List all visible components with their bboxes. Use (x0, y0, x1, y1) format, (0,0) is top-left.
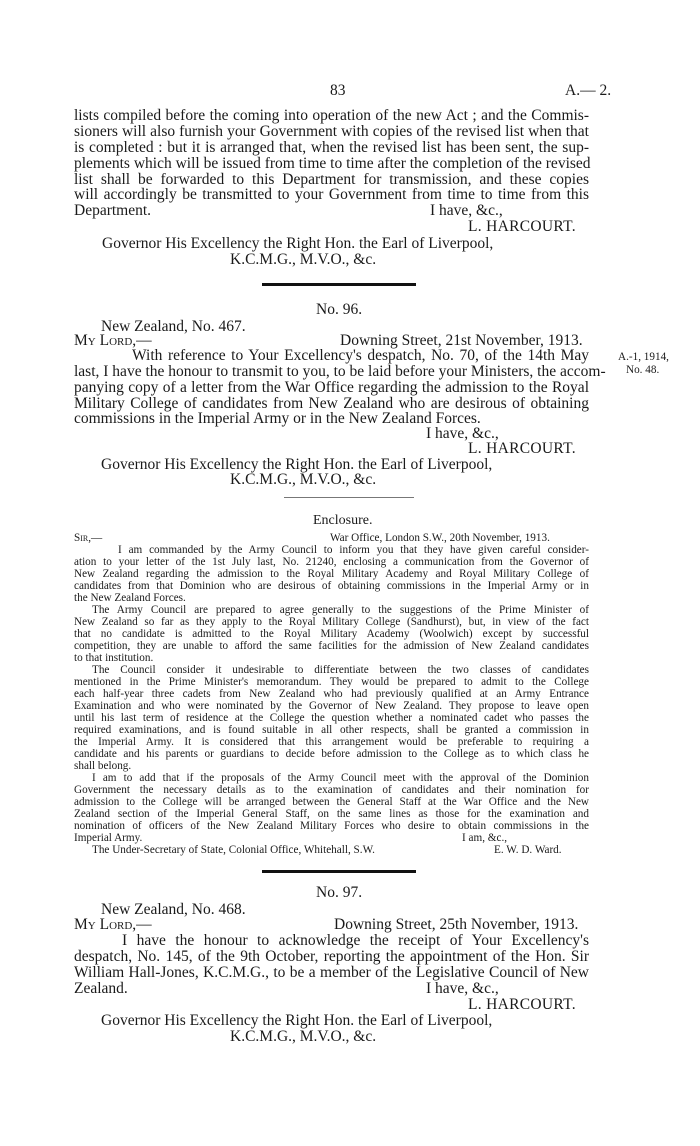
text-line: I am commanded by the Army Council to inform you that they have given careful consider- (118, 544, 589, 556)
text-line: to that institution. (74, 652, 154, 664)
text-line: William Hall-Jones, K.C.M.G., to be a member of the Legislative Council of New (74, 964, 589, 981)
signature: E. W. D. Ward. (494, 844, 562, 856)
addressee-line: Governor His Excellency the Right Hon. the Earl of Liverpool, (101, 1012, 493, 1029)
closing: I have, &c., (426, 425, 499, 442)
text-line: admission to the College will be arranged between the General Staff at the War Office and the New (74, 796, 589, 808)
text-line: The Council consider it undesirable to differentiate between the two classes of candidates (92, 664, 589, 676)
despatch-number: No. 97. (316, 884, 363, 901)
text-line: Zealand. (74, 980, 128, 997)
closing: I am, &c., (462, 832, 508, 844)
place-date: Downing Street, 25th November, 1913. (334, 916, 579, 933)
place-date: Downing Street, 21st November, 1913. (340, 332, 583, 349)
text-line: Military College of candidates from New Zealand who are desirous of obtaining (74, 395, 589, 412)
salutation: My Lord,— (74, 332, 152, 349)
closing: I have, &c., (430, 202, 503, 219)
text-line: candidates from that Dominion who are desirous of obtaining commissions in the Imperial Army or in (74, 580, 589, 592)
text-line: Examination and who were nominated by the Governor of New Zealand. They propose to leave open (74, 700, 589, 712)
text-line: plements which will be issued from time to time after the completion of the revised (74, 155, 591, 172)
text-line: Imperial Army. (74, 832, 143, 844)
text-line: list shall be forwarded to this Department for transmission, and these copies (74, 171, 589, 188)
document-reference: A.— 2. (565, 82, 612, 99)
text-line: New Zealand regarding the admission to the Royal Military Academy and Royal Military College of (74, 568, 589, 580)
text-line: the Imperial Army. It is considered that this arrangement would be preferable to requiring a (74, 736, 589, 748)
text-line: despatch, No. 145, of the 9th October, reporting the appointment of the Hon. Sir (74, 948, 589, 965)
text-line: commissions in the Imperial Army or in the New Zealand Forces. (74, 410, 481, 427)
addressee-line: Governor His Excellency the Right Hon. the Earl of Liverpool, (102, 235, 494, 252)
text-line: Zealand section of the Imperial General Staff, on the same lines as those for the examination and (74, 808, 589, 820)
addressee-line: Governor His Excellency the Right Hon. the Earl of Liverpool, (101, 456, 493, 473)
margin-note: No. 48. (626, 364, 660, 376)
salutation: Sir,— (74, 532, 103, 544)
page-number: 83 (330, 82, 346, 99)
text-line: New Zealand so far as they apply to the Royal Military College (Sandhurst), but, in view of the fact (74, 616, 589, 628)
text-line: will accordingly be transmitted to your Government from time to time from this (74, 186, 589, 203)
despatch-reference: New Zealand, No. 468. (101, 901, 246, 918)
text-line: With reference to Your Excellency's despatch, No. 70, of the 14th May (132, 347, 589, 364)
text-line: nomination of officers of the New Zealand Military Forces who desire to obtain commissions in the (74, 820, 589, 832)
text-line: sioners will also furnish your Government with copies of the revised list when that (74, 123, 589, 140)
text-line: Government the necessary details as to the examination of candidates and their nomination for (74, 784, 589, 796)
section-divider (262, 870, 416, 873)
text-line: The Army Council are prepared to agree generally to the suggestions of the Prime Minister of (92, 604, 589, 616)
text-line: mentioned in the Prime Minister's memorandum. They would be prepared to admit to the College (74, 676, 589, 688)
closing: I have, &c., (426, 980, 499, 997)
signature: L. HARCOURT. (468, 440, 576, 457)
addressee-line: The Under-Secretary of State, Colonial Office, Whitehall, S.W. (92, 844, 375, 856)
signature: L. HARCOURT. (468, 996, 576, 1013)
text-line: the New Zealand Forces. (74, 592, 186, 604)
addressee-line: K.C.M.G., M.V.O., &c. (230, 1028, 377, 1045)
text-line: each half-year three cadets from New Zealand who had previously qualified at an Army Entrance (74, 688, 589, 700)
divider (284, 497, 414, 498)
text-line: Department. (74, 202, 152, 219)
text-line: shall belong. (74, 760, 132, 772)
text-line: is completed : but it is arranged that, when the revised list has been sent, the sup- (74, 139, 589, 156)
text-line: ation to your letter of the 1st July last, No. 21240, enclosing a communication from the Governor of (74, 556, 589, 568)
margin-note: A.-1, 1914, (618, 351, 669, 363)
text-line: I have the honour to acknowledge the receipt of Your Excellency's (122, 932, 589, 949)
despatch-number: No. 96. (316, 301, 363, 318)
addressee-line: K.C.M.G., M.V.O., &c. (230, 251, 377, 268)
section-divider (262, 283, 416, 286)
text-line: panying copy of a letter from the War Office regarding the admission to the Royal (74, 379, 589, 396)
salutation: My Lord,— (74, 916, 152, 933)
signature: L. HARCOURT. (468, 218, 576, 235)
text-line: last, I have the honour to transmit to you, to be laid before your Ministers, the accom- (74, 363, 606, 380)
enclosure-title: Enclosure. (313, 513, 373, 528)
despatch-reference: New Zealand, No. 467. (101, 318, 246, 335)
text-line: candidate and his parents or guardians to decide before admission to the College as to which class he (74, 748, 589, 760)
addressee-line: K.C.M.G., M.V.O., &c. (230, 471, 377, 488)
place-date: War Office, London S.W., 20th November, 1913. (330, 532, 550, 544)
text-line: that no candidate is admitted to the Royal Military Academy (Woolwich) except by successful (74, 628, 589, 640)
text-line: lists compiled before the coming into operation of the new Act ; and the Commis- (74, 107, 589, 124)
text-line: I am to add that if the proposals of the Army Council meet with the approval of the Dominion (92, 772, 589, 784)
text-line: competition, they are unable to afford the same facilities for the admission of New Zealand candidates (74, 640, 589, 652)
text-line: until his last term of residence at the College the question whether a nominated cadet who passes the (74, 712, 589, 724)
text-line: required examinations, and is found suitable in all other respects, shall be granted a commission in (74, 724, 589, 736)
